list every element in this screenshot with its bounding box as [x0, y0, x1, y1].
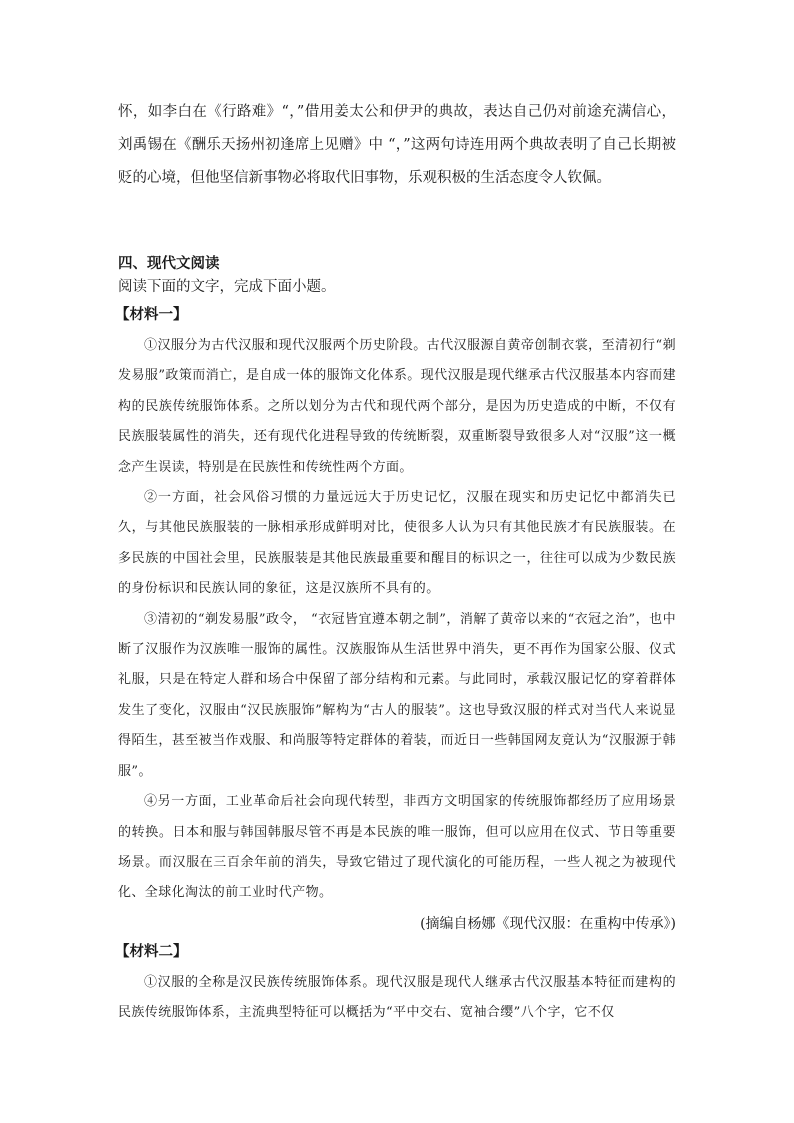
section-instruction: 阅读下面的文字，完成下面小题。	[118, 279, 336, 295]
intro-paragraph: 怀，如李白在《行路难》“，”借用姜太公和伊尹的典故，表达自己仍对前途充满信心，刘禹锡在《酬乐天扬州初逢席上见赠》中 “，”这两句诗连用两个典故表明了自己长期被贬的心境，但他坚信新事物必将取代旧事物，乐观积极的生活态度令人钦佩。	[118, 104, 676, 186]
material-one-label: 【材料一】	[115, 306, 188, 323]
material-two-paragraph-1: ①汉服的全称是汉民族传统服饰体系。现代汉服是现代人继承古代汉服基本特征而建构的民族传统服饰体系，主流典型特征可以概括为“平中交右、宽袖合缨”八个字，它不仅	[118, 974, 676, 1021]
material-one-source: (摘编自杨娜《现代汉服：在重构中传承》)	[420, 915, 676, 932]
material-one-paragraph-1: ①汉服分为古代汉服和现代汉服两个历史阶段。古代汉服源自黄帝创制衣裳，至清初行“剃发易服”政策而消亡，是自成一体的服饰文化体系。现代汉服是现代继承古代汉服基本内容而建构的民族传统服饰体系。之所以划分为古代和现代两个部分，是因为历史造成的中断，不仅有民族服装属性的消失，还有现代化进程导致的传统断裂，双重断裂导致很多人对“汉服”这一概念产生误读，特别是在民族性和传统性两个方面。	[118, 338, 676, 475]
material-one-paragraph-4: ④另一方面，工业革命后社会向现代转型，非西方文明国家的传统服饰都经历了应用场景的转换。日本和服与韩国韩服尽管不再是本民族的唯一服饰，但可以应用在仪式、节日等重要场景。而汉服在三百余年前的消失，导致它错过了现代演化的可能历程，一些人视之为被现代化、全球化淘汰的前工业时代产物。	[118, 794, 676, 901]
material-one-paragraph-3: ③清初的“剃发易服”政令， “衣冠皆宜遵本朝之制”，消解了黄帝以来的“衣冠之治”，也中断了汉服作为汉族唯一服饰的属性。汉族服饰从生活世界中消失，更不再作为国家公服、仪式礼服，只是在特定人群和场合中保留了部分结构和元素。与此同时，承载汉服记忆的穿着群体发生了变化，汉服由“汉民族服饰”解构为“古人的服装”。这也导致汉服的样式对当代人来说显得陌生，甚至被当作戏服、和尚服等特定群体的着装，而近日一些韩国网友竟认为“汉服源于韩服”。	[118, 611, 676, 779]
material-one-paragraph-2: ②一方面，社会风俗习惯的力量远远大于历史记忆，汉服在现实和历史记忆中都消失已久，与其他民族服装的一脉相承形成鲜明对比，使很多人认为只有其他民族才有民族服装。在多民族的中国社会里，民族服装是其他民族最重要和醒目的标识之一，往往可以成为少数民族的身份标识和民族认同的象征，这是汉族所不具有的。	[118, 490, 676, 597]
material-two	[115, 939, 676, 1029]
intro-section	[118, 96, 676, 195]
section-title: 四、现代文阅读	[118, 255, 220, 272]
material-one	[115, 302, 676, 939]
material-two-label: 【材料二】	[115, 942, 188, 960]
